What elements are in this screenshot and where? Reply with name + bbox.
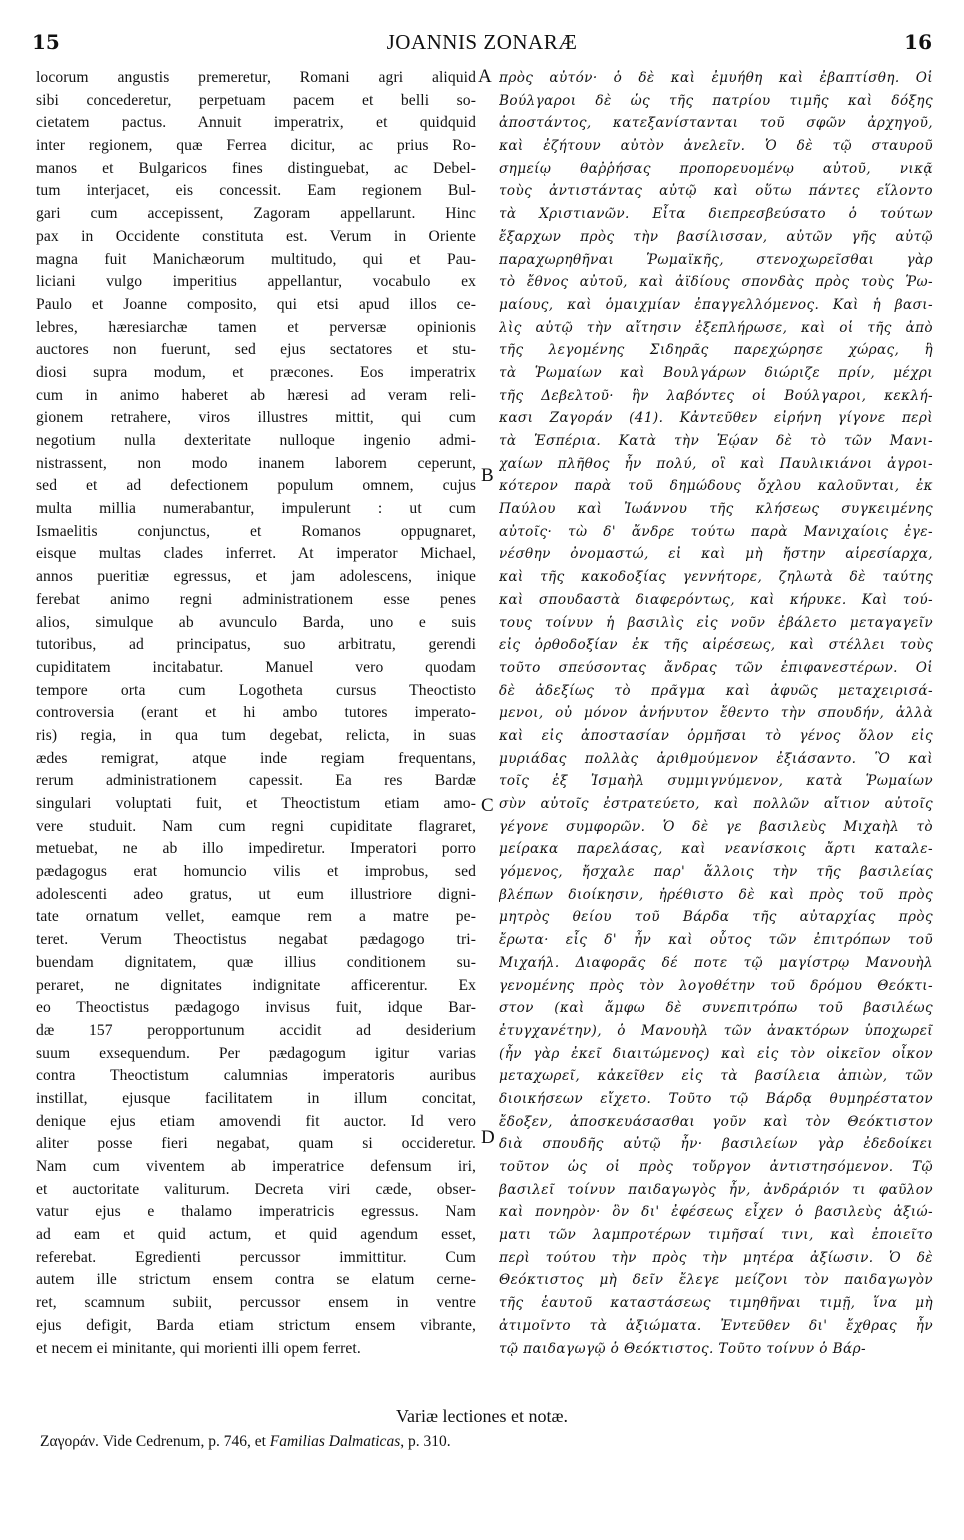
latin-text-line: cupiditatem incitabatur. Manuel vero quodam: [36, 658, 476, 676]
latin-text-line: tum interjacet, eis concessit. Eam regionem Bul-: [36, 182, 476, 200]
latin-text-line: pax in Occidente constituta est. Verum in Oriente: [36, 227, 476, 245]
greek-text-line: Θεόκτιστος μὴ δεῖν ἔλεγε μείζονι τὸν παιδαγωγὸν: [499, 1272, 933, 1289]
greek-text-line: παραχωρηθῆναι Ῥωμαϊκῆς, στενοχωρεῖσθαι γὰρ: [499, 251, 933, 268]
latin-text-line: ris) regia, in qua tum degebat, relicta, in suas: [36, 726, 476, 744]
greek-text-line: διὰ σπουδῆς αὐτῷ ἦν· βασιλείων γὰρ ἐδεδοίκει: [499, 1136, 933, 1153]
greek-text-line: ἔξαρχων πρὸς τὴν βασίλισσαν, αὐτῶν γῆς αὐτῷ: [499, 228, 933, 245]
latin-text-line: eisque multas clades inferret. At imperator Michael,: [36, 545, 476, 563]
margin-letter-c: C: [481, 795, 494, 816]
latin-text-line: sed et ad defectionem populum omnem, cujus: [36, 477, 476, 495]
latin-text-line: tempore orta cum Logotheta cursus Theoctisto: [36, 681, 476, 699]
greek-text-line: τῷ παιδαγωγῷ ὁ Θεόκτιστος. Τοῦτο τοίνυν ὁ Βάρ-: [499, 1340, 866, 1357]
greek-text-line: καὶ ἐζήτουν αὐτὸν ἀνελεῖν. Ὁ δὲ τῷ σταυροῦ: [499, 138, 933, 155]
greek-text-line: βλέπων διοίκησιν, ἠρέθιστο δὲ καὶ πρὸς τοῦ πρὸς: [499, 886, 933, 903]
latin-text-line: buendam dignitatem, quæ illius conditionem su-: [36, 953, 476, 971]
latin-text-line: auctores non fuerunt, sed ejus sectatores et stu-: [36, 341, 476, 359]
greek-text-line: γόμενος, ἤσχαλε παρ' ἄλλοις τὴν τῆς βασιλείας: [499, 864, 933, 881]
latin-text-line: adolescenti adeo gratus, ut eum illustriore digni-: [36, 885, 476, 903]
latin-text-line: gari cum accepissent, Zagoram appellarunt. Hinc: [36, 205, 476, 223]
greek-text-line: μεταχωρεῖ, κἀκεῖθεν εἰς τὰ βασίλεια ἀπιὼν, τῶν: [499, 1068, 933, 1085]
greek-text-line: τὸ ἔθνος αὐτοῦ, καὶ ἀϊδίους σπονδὰς πρὸς τοὺς Ῥω-: [499, 274, 933, 291]
latin-text-line: sibi concederetur, perpetuam pacem et belli so-: [36, 91, 476, 109]
footnote-text: Vide Cedrenum, p. 746, et: [102, 1433, 266, 1450]
greek-text-line: αὐτοῖς· τὼ δ' ἄνδρε τούτω παρὰ Μανιχαίοις ἐγε-: [499, 523, 933, 540]
latin-text-line: denique ejus etiam amovendi fit auctor. Id vero: [36, 1112, 476, 1130]
left-page-number: 15: [32, 30, 60, 54]
latin-text-line: multa millia numerabantur, impulerunt : ut cum: [36, 500, 476, 518]
latin-text-line: et auctoritate valiturum. Decreta viri cæde, obser-: [36, 1180, 476, 1198]
greek-text-line: τῆς Δεβελτοῦ· ἣν λαβόντες οἱ Βούλγαροι, κεκλή-: [499, 387, 933, 404]
latin-text-line: teret. Verum Theoctistus negabat pædagogo tri-: [36, 931, 476, 949]
latin-text-line: magna fuit Manichæorum multitudo, qui et Pau-: [36, 250, 476, 268]
latin-text-line: liciani vulgo imperitius appellantur, vocabulo ex: [36, 273, 476, 291]
greek-text-line: βασιλεῖ τοίνυν παιδαγωγὸς ἦν, ἀνδράριόν τι φαῦλον: [499, 1181, 933, 1198]
latin-text-line: tutoribus, ad principatus, suo arbitratu, gerendi: [36, 636, 476, 654]
greek-text-line: τοῦτο σπεύσοντας ἄνδρας τῶν ἐπιφανεστέρων. Οἱ: [499, 659, 933, 676]
greek-text-line: ἐτυγχανέτην), ὁ Μανουὴλ τῶν ἀνακτόρων ὑποχωρεῖ: [499, 1022, 933, 1039]
greek-text-line: τους τοίνυν ἡ βασιλὶς εἰς νοῦν ἐβάλετο μεταγαγεῖν: [499, 614, 933, 631]
latin-text-line: instillat, ejusque facilitatem in illum concitat,: [36, 1089, 476, 1107]
latin-text-line: tate ornatum vellet, eamque rem a matre pe-: [36, 908, 476, 926]
latin-text-line: rerum administrationem capessit. Ea res Bardæ: [36, 772, 476, 790]
greek-text-line: μαίους, καὶ ὁμαιχμίαν ἐπαγγελλόμενος. Καὶ ἡ βασι-: [499, 296, 933, 313]
latin-text-line: ferebat animo regni administrationem esse penes: [36, 590, 476, 608]
footnote-reference: Familias Dalmaticas: [269, 1433, 401, 1450]
greek-text-line: καὶ σπουδαστὰ διαφερόντως, καὶ κήρυκε. Καὶ τού-: [499, 591, 933, 608]
latin-text-line: ret, scamnum subiit, percussor ensem in ventre: [36, 1294, 476, 1312]
greek-text-line: κότερον παρὰ τοῦ δημώδους ὄχλου καλοῦνται, ἐκ: [499, 478, 933, 495]
latin-text-line: contra Theoctistum calumnias imperatoris auribus: [36, 1067, 476, 1085]
greek-text-line: μείρακα παρελάσας, καὶ νεανίσκοις ἄρτι καταλε-: [499, 841, 933, 858]
footnote: [40, 1433, 940, 1451]
latin-text-line: eo Theoctistus pædagogo invisus fuit, idque Bar-: [36, 999, 476, 1017]
latin-text-line: singulari voluptati fuit, et Theoctistum etiam amo-: [36, 795, 476, 812]
greek-text-line: νέσθην ὀνομαστώ, εἰ καὶ μὴ ἤστην αἱρεσίαρχα,: [499, 546, 933, 563]
latin-text-column: [36, 67, 476, 1360]
margin-letter-b: B: [481, 465, 494, 486]
greek-text-line: δὲ ἀδεξίως τὸ πρᾶγμα καὶ ἀφυῶς μεταχειρισά-: [499, 682, 933, 699]
greek-text-line: τὰ Ἑσπέρια. Κατὰ τὴν Ἑῴαν δὲ τὸ τῶν Μανι-: [499, 433, 933, 449]
greek-text-line: (ἦν γὰρ ἐκεῖ διαιτώμενος) καὶ εἰς τὸν οἰκεῖον οἶκον: [499, 1045, 933, 1062]
greek-text-line: εἰς ὀρθοδοξίαν ἐκ τῆς αἱρέσεως, καὶ στέλλει τοὺς: [499, 637, 933, 654]
latin-text-line: cietatem pactus. Annuit imperatrix, et quidquid: [36, 114, 476, 132]
greek-text-line: πρὸς αὐτόν· ὁ δὲ καὶ ἐμυήθη καὶ ἐβαπτίσθη. Οἱ: [499, 70, 933, 86]
greek-text-line: περὶ τούτου τὴν πρὸς τὴν μητέρα ἀξίωσιν. Ὁ δὲ: [499, 1249, 933, 1266]
greek-text-line: τὰ Χριστιανῶν. Εἶτα διεπρεσβεύσατο ὁ τούτων: [499, 206, 933, 223]
notes-heading: Variæ lectiones et notæ.: [396, 1406, 568, 1426]
latin-text-line: controversia (erant et hi ambo tutores imperato-: [36, 704, 476, 722]
latin-text-line: Nam cum viventem ab imperatrice defensum iri,: [36, 1158, 476, 1175]
latin-text-line: annos pueritiæ egressus, et jam adolescens, inique: [36, 568, 476, 586]
latin-text-line: locorum angustis premeretur, Romani agri aliquid: [36, 69, 476, 86]
right-page-number: 16: [904, 30, 932, 54]
greek-text-line: Βούλγαροι δὲ ὡς τῆς πατρίου τιμῆς καὶ δόξης: [499, 92, 933, 109]
latin-text-line: alios, simulque ab avunculo Barda, uno e suis: [36, 613, 476, 631]
latin-text-line: cum in animo haberet ab hæresi ad veram reli-: [36, 386, 476, 404]
latin-text-line: ejus defigit, Barda etiam strictum ensem vibrante,: [36, 1316, 476, 1334]
greek-text-line: ἔδοξεν, ἀποσκευάσασθαι γοῦν καὶ τὸν Θεόκτιστον: [499, 1113, 933, 1130]
latin-text-line: lebres, hæresiarchæ tamen et perversæ opinionis: [36, 318, 476, 336]
greek-text-line: τοὺς ἀντιστάντας αὐτῷ καὶ οὕτω πάντες εἵλοντο: [499, 183, 933, 200]
greek-text-line: μενοι, οὐ μόνον ἀνήνυτον ἔθεντο τὴν σπουδήν, ἀλλὰ: [499, 705, 933, 722]
latin-text-line: inter regionem, quæ Ferrea dicitur, ac prius Ro-: [36, 137, 476, 155]
latin-text-line: gionem retrahere, viros illustres mittit, qui cum: [36, 409, 476, 427]
greek-text-line: καὶ τῆς κακοδοξίας γεννήτορε, ζηλωτὰ δὲ ταύτης: [499, 569, 933, 586]
greek-text-line: μητρὸς θείου τοῦ Βάρδα τῆς αὐταρχίας πρὸς: [499, 909, 933, 926]
greek-text-line: ἔρωτα· εἷς δ' ἦν καὶ οὗτος τῶν ἐπιτρόπων τοῦ: [499, 932, 933, 949]
latin-text-line: manos et Bulgaricos fines distinguebat, ac Debel-: [36, 159, 476, 177]
margin-letter-d: D: [481, 1127, 495, 1148]
greek-text-line: στον (καὶ ἄμφω δὲ συνεπιτρόπω τοῦ βασιλέως: [499, 1000, 933, 1017]
greek-text-column: [499, 67, 933, 1360]
greek-text-line: τοῖς ἐξ Ἰσμαὴλ συμμιγνύμενον, κατὰ Ῥωμαίων: [499, 773, 933, 790]
greek-text-line: ἀτιμοῖντο τὰ ἀξιώματα. Ἐντεῦθεν δι' ἔχθρας ἦν: [499, 1317, 933, 1334]
latin-text-line: ædes remigrat, atque inde regiam frequentans,: [36, 749, 476, 767]
latin-text-line: pædagogus erat homuncio vilis et improbus, sed: [36, 863, 476, 881]
latin-text-line: peraret, ne dignitates indignitate afficerentur. Ex: [36, 976, 476, 994]
greek-text-line: τοῦτον ὡς οἱ πρὸς τοὔργον ἀντιστησόμενον. Τῷ: [499, 1159, 933, 1175]
greek-text-line: καὶ εἰς ἀποστασίαν ὁρμῆσαι τὸ γένος ὅλον εἰς: [499, 727, 933, 744]
greek-text-line: γέγονε συμφορῶν. Ὁ δὲ γε βασιλεὺς Μιχαὴλ τὸ: [499, 818, 933, 835]
latin-text-line: aliter posse fieri negabat, quam si occideretur.: [36, 1135, 476, 1153]
greek-text-line: λὶς αὐτῷ τὴν αἴτησιν ἐξεπλήρωσε, καὶ οἱ τῆς ἀπὸ: [499, 319, 933, 336]
page-header: [32, 30, 932, 64]
greek-text-line: κασι Ζαγοράν (41). Κἀντεῦθεν εἰρήνη γίγονε περὶ: [499, 410, 933, 427]
latin-text-line: vatur ejus e thalamo imperatricis egressus. Nam: [36, 1203, 476, 1221]
running-title: JOANNIS ZONARÆ: [386, 30, 578, 54]
latin-text-line: autem ille strictum ensem contra se elatum cerne-: [36, 1271, 476, 1289]
greek-text-line: ἀποστάντος, κατεξανίστανται τοῦ σφῶν ἀρχηγοῦ,: [499, 115, 933, 132]
footnote-text-end: , p. 310.: [400, 1433, 451, 1450]
latin-text-line: negotium nulla dexteritate nulloque ingenio admi-: [36, 432, 476, 449]
latin-text-line: Paulo et Joanne composito, qui etsi apud illos ce-: [36, 295, 476, 313]
footnote-label: Ζαγοράν.: [40, 1433, 99, 1450]
greek-text-line: Παύλου καὶ Ἰωάννου τῆς κλήσεως συγκειμένης: [499, 501, 933, 518]
latin-text-line: referebat. Egredienti percussor immittitur. Cum: [36, 1248, 476, 1266]
latin-text-line: vere studuit. Nam cum regni cupiditate flagraret,: [36, 817, 476, 835]
latin-text-line: dæ 157 peropportunum accidit ad desiderium: [36, 1021, 476, 1039]
greek-text-line: μυριάδας πολλὰς ἀριθμούμενον ἐξιάσαντο. Ὃ καὶ: [499, 750, 933, 767]
greek-text-line: τῆς ἑαυτοῦ καταστάσεως τιμηθῆναι τιμῇ, ἵνα μὴ: [499, 1295, 933, 1312]
latin-text-line: ad eam et quid actum, et quid agendum esset,: [36, 1226, 476, 1244]
greek-text-line: σημείῳ θαῤῥήσας προπορευομένῳ αὐτοῦ, νικᾷ: [499, 160, 933, 177]
greek-text-line: τὰ Ῥωμαίων καὶ Βουλγάρων διώριζε πρίν, μέχρι: [499, 364, 933, 381]
latin-text-line: diosi supra modum, et præcones. Eos imperatrix: [36, 363, 476, 381]
latin-text-line: suum exsequendum. Per pædagogum igitur varias: [36, 1044, 476, 1062]
latin-text-line: nistrassent, non modo inanem laborem ceperunt,: [36, 454, 476, 472]
greek-text-line: σὺν αὐτοῖς ἐστρατεύετο, καὶ πολλῶν αἴτιον αὐτοῖς: [499, 796, 933, 812]
latin-text-line: metuebat, ne ab illo impediretur. Imperatori porro: [36, 840, 476, 858]
greek-text-line: διοικήσεων εἴχετο. Τοῦτο τῷ Βάρδᾳ θυμηρέστατον: [499, 1090, 933, 1107]
latin-text-line: et necem ei minitante, qui morienti illi opem ferret.: [36, 1339, 361, 1357]
greek-text-line: χαίων πλῆθος ἦν πολύ, οἳ καὶ Παυλικιάνοι ἀγροι-: [499, 455, 933, 472]
greek-text-line: Μιχαήλ. Διαφορᾶς δέ ποτε τῷ μαγίστρῳ Μανουὴλ: [499, 954, 933, 971]
greek-text-line: ματι τῶν λαμπροτέρων τιμῆσαί τινι, καὶ ἐποιεῖτο: [499, 1227, 933, 1244]
margin-letter-a: A: [478, 66, 492, 87]
greek-text-line: γενομένης πρὸς τὸν λογοθέτην τοῦ δρόμου Θεόκτι-: [499, 977, 933, 994]
latin-text-line: Ismaelitis conjunctus, et Romanos oppugnaret,: [36, 522, 476, 540]
greek-text-line: τῆς λεγομένης Σιδηρᾶς παρεχώρησε χώρας, ἣ: [499, 342, 933, 359]
greek-text-line: καὶ πονηρὸν· ὃν δι' ἐφέσεως εἶχεν ὁ βασιλεὺς ἀξιώ-: [499, 1204, 933, 1221]
